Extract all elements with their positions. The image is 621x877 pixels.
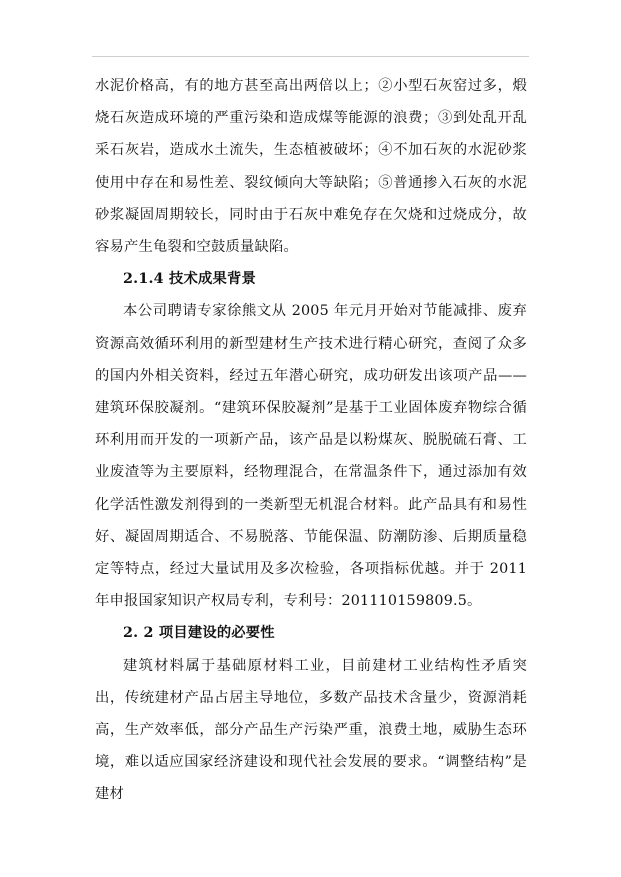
paragraph-causes-continued: 水泥价格高，有的地方甚至高出两倍以上；②小型石灰窑过多，煅烧石灰造成环境的严重污染和造成煤等能源的浪费；③到处乱开乱采石灰岩，造成水土流失，生态植被破坏；④不加石灰的水泥砂浆使用中存在和易性差、裂纹倾向大等缺陷；⑤普通掺入石灰的水泥砂浆凝固周期较长，同时由于石灰中难免存在欠烧和过烧成分，故容易产生龟裂和空鼓质量缺陷。 bbox=[95, 78, 527, 256]
paragraph-necessity: 建筑材料属于基础原材料工业，目前建材工业结构性矛盾突出，传统建材产品占居主导地位，多数产品技术含量少，资源消耗高，生产效率低，部分产品生产污染严重，浪费土地，威胁生态环境，难以适应国家经济建设和现代社会发展的要求。“调整结构”是建材 bbox=[95, 657, 527, 803]
section-heading-2-1-4: 2.1.4 技术成果背景 bbox=[123, 271, 256, 288]
header-rule bbox=[92, 56, 529, 57]
section-heading-2-2: 2. 2 项目建设的必要性 bbox=[123, 625, 275, 642]
paragraph-technology-background: 本公司聘请专家徐熊文从 2005 年元月开始对节能减排、废弃资源高效循环利用的新型建材生产技术进行精心研究，查阅了众多的国内外相关资料，经过五年潜心研究，成功研发出该项产品——建筑环保胶凝剂。“建筑环保胶凝剂”是基于工业固体废弃物综合循环利用而开发的一项新产品，该产品是以粉煤灰、脱脱硫石膏、工业废渣等为主要原料，经物理混合，在常温条件下，通过添加有效化学活性激发剂得到的一类新型无机混合材料。此产品具有和易性好、凝固周期适合、不易脱落、节能保温、防潮防渗、后期质量稳定等特点，经过大量试用及多次检验，各项指标优越。并于 2011 年申报国家知识产权局专利，专利号：201110159809.5。 bbox=[95, 303, 527, 610]
document-body bbox=[95, 70, 527, 811]
